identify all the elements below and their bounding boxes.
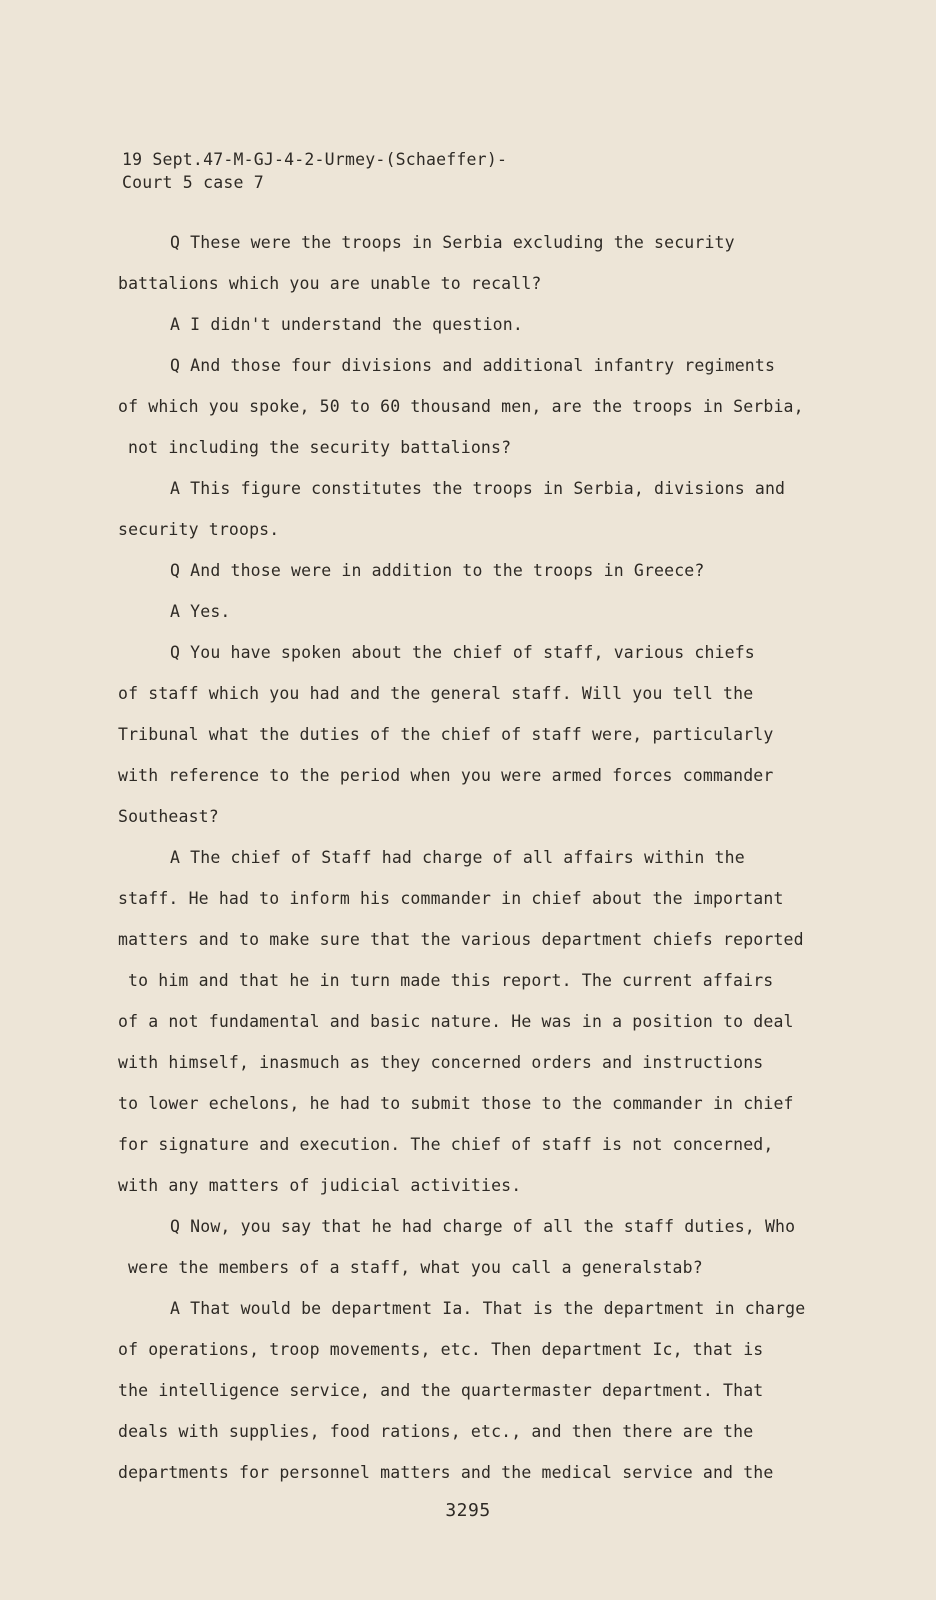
transcript-line: security troops. — [118, 520, 280, 539]
transcript-line: were the members of a staff, what you call a generalstab? — [128, 1258, 703, 1277]
document-header — [122, 148, 507, 194]
transcript-line: the intelligence service, and the quartermaster department. That — [118, 1381, 764, 1400]
transcript-line: of staff which you had and the general staff. Will you tell the — [118, 684, 754, 703]
transcript-line: to lower echelons, he had to submit those to the commander in chief — [118, 1094, 794, 1113]
transcript-line: with any matters of judicial activities. — [118, 1176, 522, 1195]
transcript-line: A The chief of Staff had charge of all affairs within the — [170, 848, 745, 867]
header-line-1: 19 Sept.47-M-GJ-4-2-Urmey-(Schaeffer)- — [122, 150, 508, 169]
transcript-line: of a not fundamental and basic nature. He was in a position to deal — [118, 1012, 794, 1031]
transcript-line: Southeast? — [118, 807, 219, 826]
transcript-line: with himself, inasmuch as they concerned orders and instructions — [118, 1053, 764, 1072]
transcript-line: Q You have spoken about the chief of staff, various chiefs — [170, 643, 755, 662]
transcript-line: Q And those four divisions and additional infantry regiments — [170, 356, 776, 375]
transcript-line: A That would be department Ia. That is the department in charge — [170, 1299, 806, 1318]
transcript-line: staff. He had to inform his commander in chief about the important — [118, 889, 784, 908]
header-line-2: Court 5 case 7 — [122, 173, 264, 192]
transcript-line: deals with supplies, food rations, etc., and then there are the — [118, 1422, 754, 1441]
transcript-line: Q And those were in addition to the troops in Greece? — [170, 561, 705, 580]
transcript-line: matters and to make sure that the various department chiefs reported — [118, 930, 804, 949]
transcript-line: for signature and execution. The chief of staff is not concerned, — [118, 1135, 774, 1154]
transcript-line: Q These were the troops in Serbia excluding the security — [170, 233, 735, 252]
transcript-body — [118, 222, 818, 1493]
transcript-line: battalions which you are unable to recall? — [118, 274, 542, 293]
transcript-line: with reference to the period when you were armed forces commander — [118, 766, 774, 785]
transcript-line: to him and that he in turn made this report. The current affairs — [128, 971, 774, 990]
transcript-line: of which you spoke, 50 to 60 thousand men, are the troops in Serbia, — [118, 397, 804, 416]
transcript-line: A This figure constitutes the troops in Serbia, divisions and — [170, 479, 786, 498]
transcript-line: Tribunal what the duties of the chief of staff were, particularly — [118, 725, 774, 744]
transcript-line: of operations, troop movements, etc. Then department Ic, that is — [118, 1340, 764, 1359]
page-number: 3295 — [445, 1500, 491, 1521]
transcript-line: Q Now, you say that he had charge of all the staff duties, Who — [170, 1217, 796, 1236]
transcript-line: A Yes. — [170, 602, 231, 621]
transcript-line: A I didn't understand the question. — [170, 315, 523, 334]
transcript-line: not including the security battalions? — [128, 438, 512, 457]
transcript-line: departments for personnel matters and the medical service and the — [118, 1463, 774, 1482]
